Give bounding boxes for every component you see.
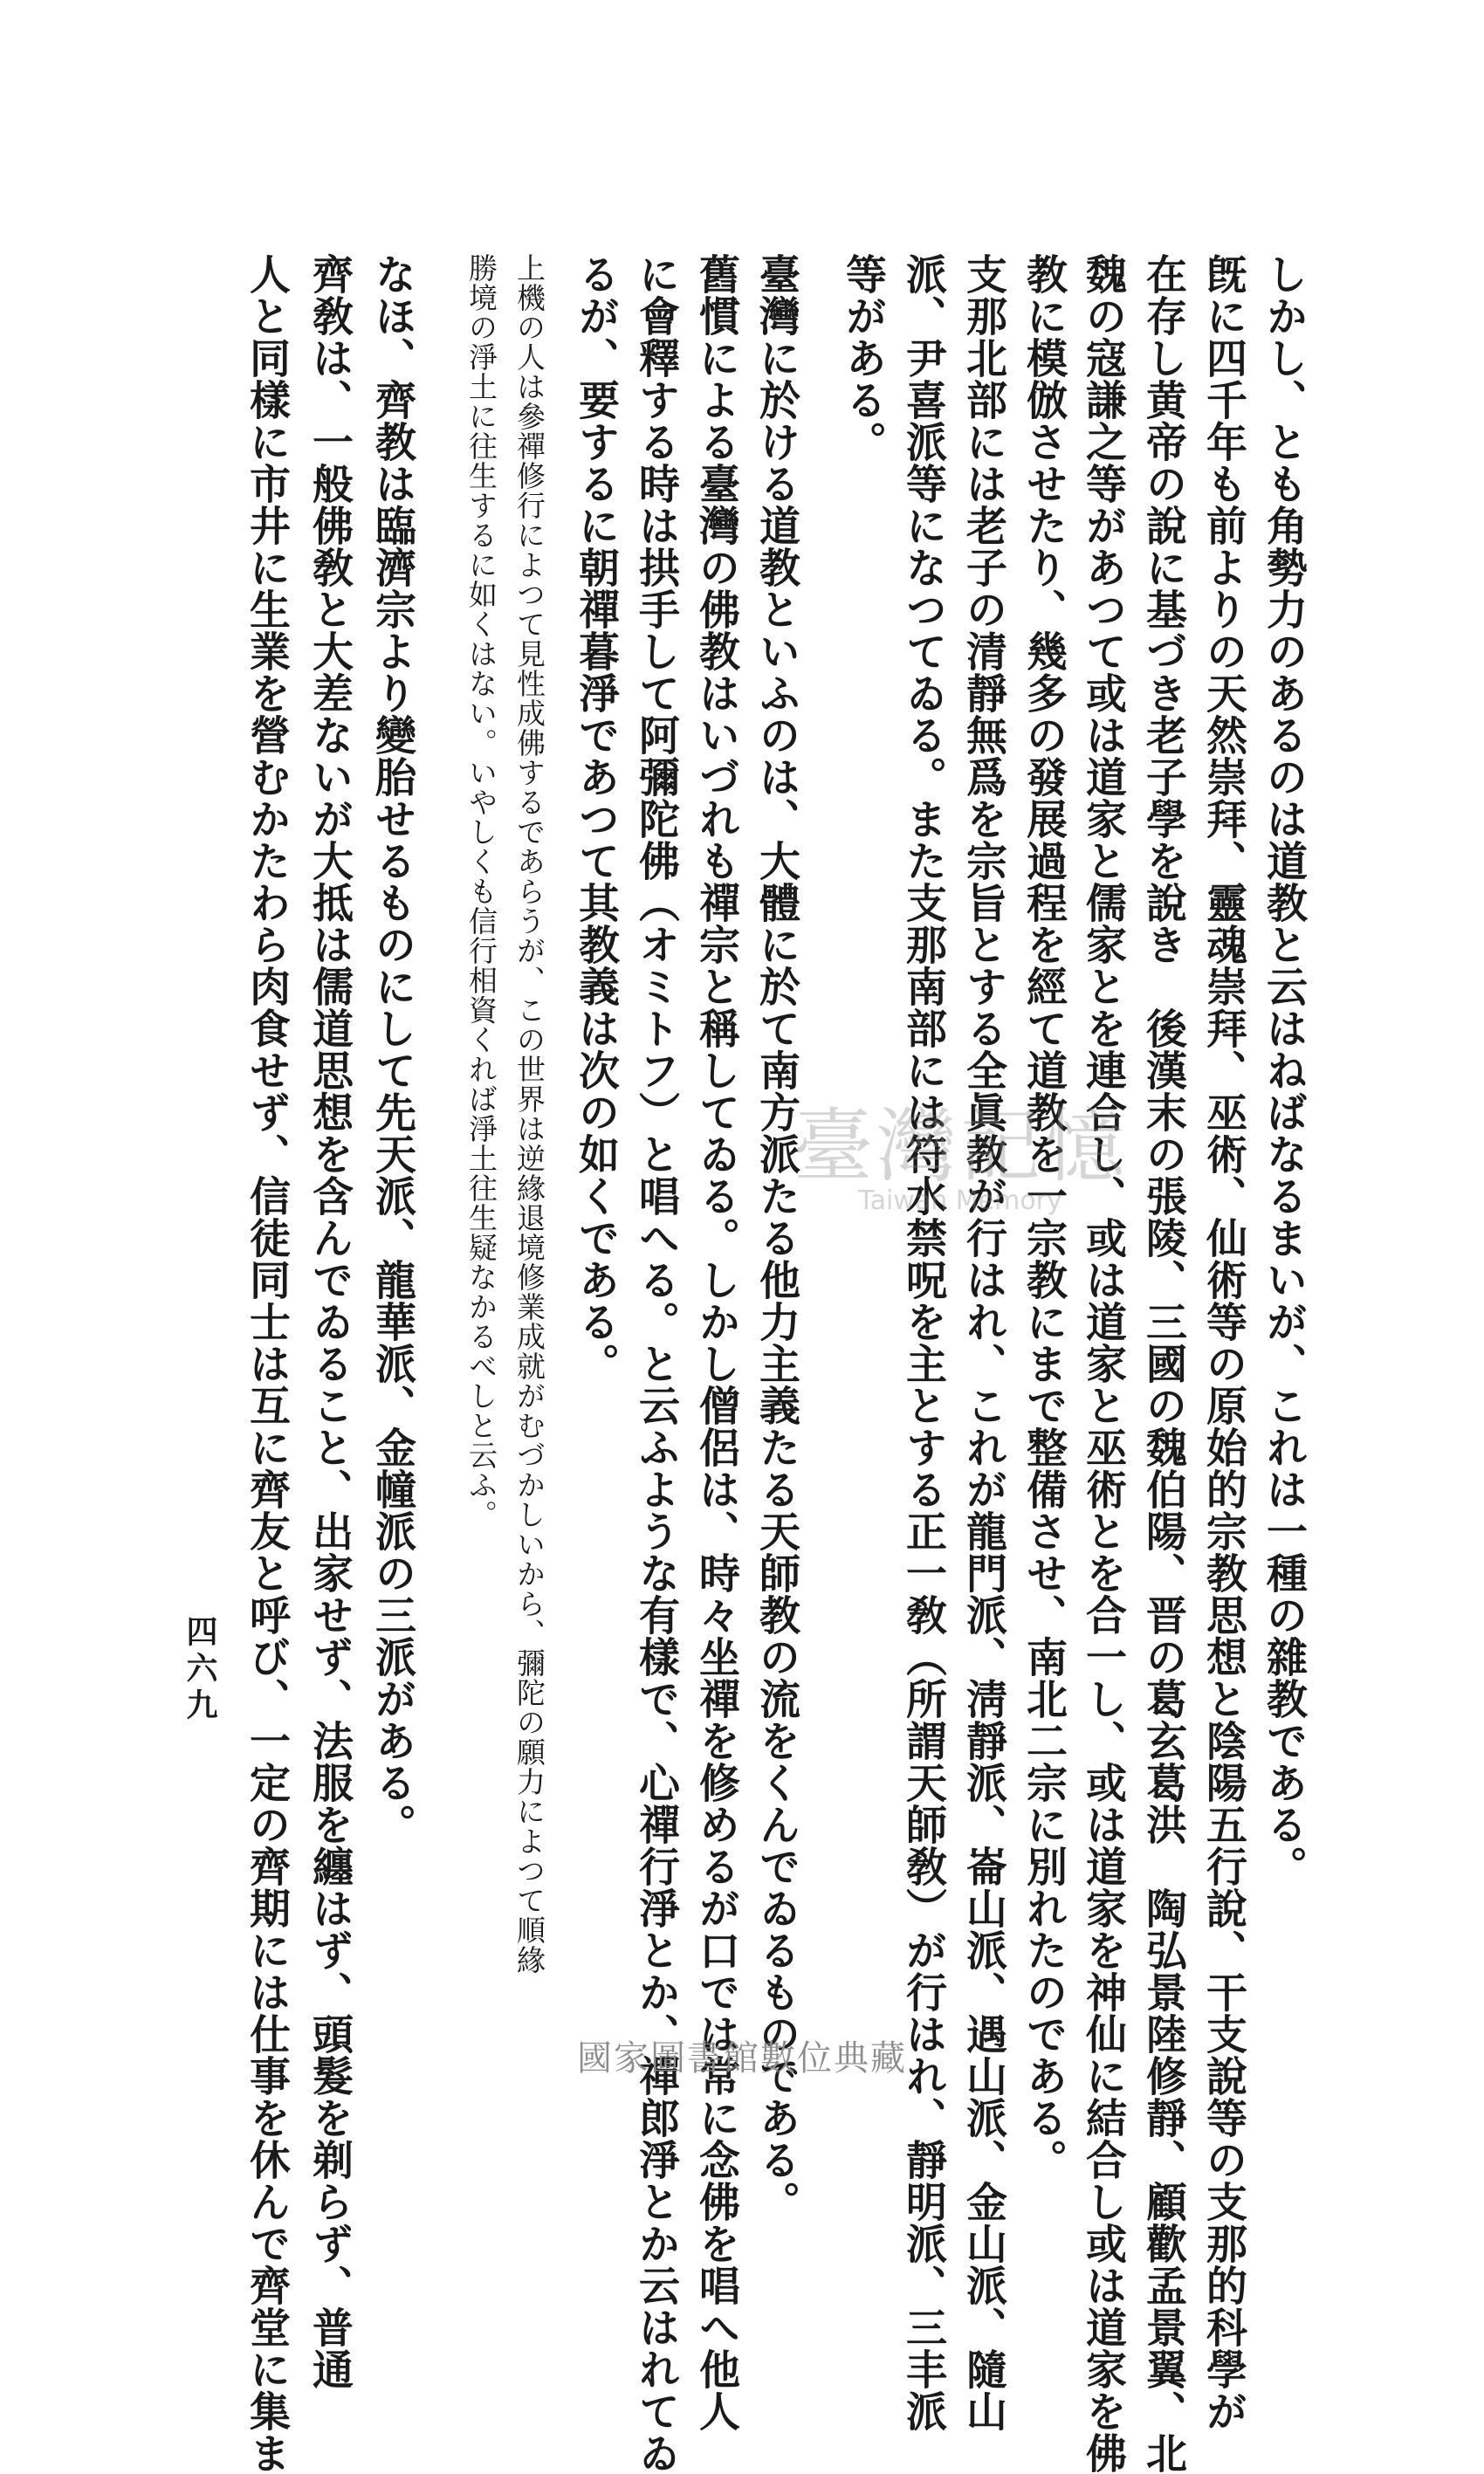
text-column-8: 等がある。 <box>839 253 887 463</box>
quote-column-1: 上機の人は參禪修行によつて見性成佛するであらうが、この世界は逆緣退境修業成就がむづかしいから、彌陀の願力によつて順緣 <box>512 253 546 1975</box>
watermark <box>751 1082 1170 1216</box>
text-column-5: 教に模倣させたり、幾多の發展過程を經て道教を一宗教にまで整備させ、南北二宗に別れたのである。 <box>1020 253 1068 2181</box>
text-column-7: 派、尹喜派等になつてゐる。また支那南部には符水禁呪を主とする正一敎（所謂天師敎）が行はれ、靜明派、三丰派 <box>899 253 947 2432</box>
text-column-11: に會釋する時は拱手して阿彌陀佛（オミトフ）と唱へる。と云ふような有樣で、心禪行淨とか、禪郎淨とか云はれてゐ <box>632 253 680 2474</box>
footer-caption: 國家圖書館數位典藏 <box>577 2038 907 2079</box>
text-column-9: 臺灣に於ける道教といふのは、大體に於て南方派たる他力主義たる天師教の流をくんでゐるものである。 <box>752 253 800 2223</box>
text-column-12: るが、要するに朝禪暮淨であつて其教義は次の如くである。 <box>572 253 620 1385</box>
text-column-15: 人と同樣に市井に生業を營むかたわら肉食せず、信徒同士は互に齊友と呼び、一定の齊期には仕事を休んで齊堂に集ま <box>243 253 291 2474</box>
text-column-3: 在存し黄帝の說に基づき老子學を說き 後漢末の張陵、三國の魏伯陽、晋の葛玄葛洪 陶弘景陸修靜、顧歡孟景翼、北 <box>1139 253 1187 2474</box>
text-column-1: しかし、とも角勢力のあるのは道教と云はねばなるまいが、これは一種の雜教である。 <box>1260 253 1308 1887</box>
text-column-14: 齊敎は、一般佛敎と大差ないが大抵は儒道思想を含んでゐること、出家せず、法服を纏はず、頭髮を剃らず、普通 <box>306 253 354 2390</box>
quote-column-2: 勝境の淨土に往生するに如くはない。いやしくも信行相資くれば淨土往生疑なかるべしと云ふ。 <box>464 253 498 1529</box>
watermark-chinese: 臺灣記憶 <box>792 1100 1128 1193</box>
page-number: 四六九 <box>182 1615 218 1725</box>
text-column-4: 魏の寇謙之等があつて或は道家と儒家とを連合し、或は道家と巫術とを合一し、或は道家を神仙に結合し或は道家を佛 <box>1079 253 1127 2474</box>
text-column-13: なほ、齊教は臨濟宗より變胎せるものにして先天派、龍華派、金幢派の三派がある。 <box>368 253 416 1845</box>
text-column-10: 舊慣による臺灣の佛教はいづれも禪宗と稱してゐる。しかし僧侶は、時々坐禪を修めるが口では常に念佛を唱へ他人 <box>692 253 740 2432</box>
text-column-2: 旣に四千年も前よりの天然崇拜、靈魂崇拜、巫術、仙術等の原始的宗教思想と陰陽五行說、干支說等の支那的科學が <box>1199 253 1247 2432</box>
text-column-6: 支那北部には老子の清靜無爲を宗旨とする全眞教が行はれ、これが龍門派、淸靜派、崙山派、遇山派、金山派、隨山 <box>959 253 1007 2432</box>
watermark-english: Taiwan Memory <box>858 1185 1062 1216</box>
